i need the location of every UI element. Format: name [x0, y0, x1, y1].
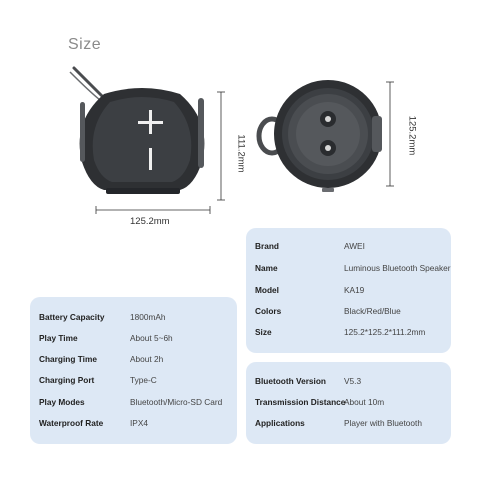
spec-row	[30, 307, 237, 327]
spec-value: 1800mAh	[130, 312, 166, 322]
spec-row	[246, 258, 451, 278]
spec-label: Waterproof Rate	[39, 418, 104, 428]
spec-row	[246, 236, 451, 256]
page-title: Size	[68, 36, 102, 53]
spec-row	[246, 371, 451, 391]
spec-label: Charging Port	[39, 375, 95, 385]
spec-value: KA19	[344, 285, 365, 295]
spec-label: Model	[255, 285, 279, 295]
spec-row	[246, 392, 451, 412]
spec-label: Brand	[255, 241, 279, 251]
spec-card-general	[246, 228, 451, 353]
spec-value: Black/Red/Blue	[344, 306, 401, 316]
spec-value: Bluetooth/Micro-SD Card	[130, 397, 223, 407]
spec-label: Charging Time	[39, 354, 97, 364]
spec-card-battery	[30, 297, 237, 444]
spec-label: Play Modes	[39, 397, 85, 407]
width-dimension: 125.2mm	[130, 216, 170, 227]
spec-row	[30, 392, 237, 412]
spec-label: Play Time	[39, 333, 78, 343]
spec-row	[30, 328, 237, 348]
spec-row	[30, 370, 237, 390]
spec-row	[246, 322, 451, 342]
spec-label: Name	[255, 263, 278, 273]
spec-label: Bluetooth Version	[255, 376, 326, 386]
spec-label: Transmission Distance	[255, 397, 346, 407]
spec-value: V5.3	[344, 376, 362, 386]
spec-value: About 10m	[344, 397, 385, 407]
spec-row	[30, 413, 237, 433]
spec-row	[30, 349, 237, 369]
spec-value: AWEI	[344, 241, 365, 251]
spec-value: About 5~6h	[130, 333, 173, 343]
spec-card-connectivity	[246, 362, 451, 444]
spec-value: About 2h	[130, 354, 164, 364]
depth-dimension: 125.2mm	[406, 115, 418, 156]
height-dimension: 111.2mm	[235, 134, 247, 173]
spec-label: Colors	[255, 306, 282, 316]
spec-row	[246, 280, 451, 300]
spec-label: Battery Capacity	[39, 312, 105, 322]
spec-row	[246, 413, 451, 433]
spec-value: 125.2*125.2*111.2mm	[344, 327, 426, 337]
spec-value: Player with Bluetooth	[344, 418, 422, 428]
spec-value: Luminous Bluetooth Speaker	[344, 263, 451, 273]
spec-row	[246, 301, 451, 321]
spec-label: Size	[255, 327, 272, 337]
spec-label: Applications	[255, 418, 305, 428]
spec-value: Type-C	[130, 375, 157, 385]
spec-value: IPX4	[130, 418, 148, 428]
